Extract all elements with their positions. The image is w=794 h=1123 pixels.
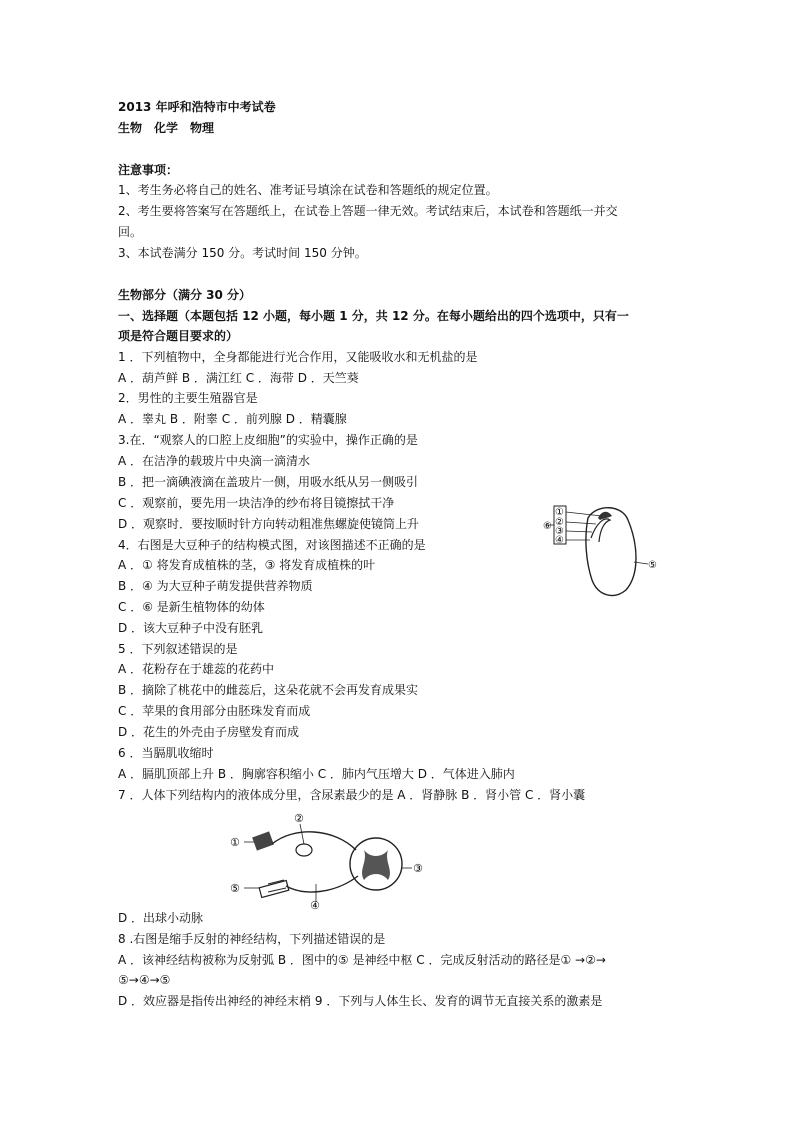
reflex-label-5: ⑤ [230,882,240,895]
question-5-option-b: B ．摘除了桃花中的雌蕊后，这朵花就不会再发育成果实 [118,683,419,697]
embryo-axis [591,519,610,542]
question-6-options: A ．膈肌顶部上升 B ．胸廓容积缩小 C ．肺内气压增大 D ．气体进入肺内 [118,767,515,781]
question-4-option-a: A ．① 将发育成植株的茎，③ 将发育成植株的叶 [118,558,376,572]
question-7-option-d: D ．出球小动脉 [118,911,204,925]
notes-item-1: 1、考生务必将自己的姓名、准考证号填涂在试卷和答题纸的规定位置。 [118,183,498,197]
question-3-option-b: B ．把一滴碘液滴在盖玻片一侧，用吸水纸从另一侧吸引 [118,475,419,489]
seed-label-4: ④ [555,535,564,546]
leader-line-1 [566,512,602,516]
notes-item-3: 3、本试卷满分 150 分。考试时间 150 分钟。 [118,246,367,260]
afferent-nerve [272,832,356,850]
section-instructions-cont: 项是符合题目要求的） [118,329,239,343]
question-3-option-c: C ．观察前，要先用一块洁净的纱布将目镜擦拭干净 [118,496,395,510]
question-8-option-d: D ．效应器是指传出神经的神经末梢 9 ．下列与人体生长、发育的调节无直接关系的激素是 [118,994,603,1008]
leader-line-2 [566,522,596,524]
reflex-label-1: ① [230,836,240,849]
reflex-arc-svg [224,806,434,910]
section-instructions: 一、选择题（本题包括 12 小题，每小题 1 分，共 12 分。在每小题给出的四个选项中，只有一 [118,309,629,323]
notes-item-2-cont: 回。 [118,225,143,239]
gray-matter [362,850,390,880]
question-2-options: A ．睾丸 B ．附睾 C ．前列腺 D ．精囊腺 [118,412,347,426]
exam-title: 2013 年呼和浩特市中考试卷 [118,100,276,114]
efferent-nerve [286,876,358,892]
question-8-options: A ．该神经结构被称为反射弧 B ．图中的⑤ 是神经中枢 C ．完成反射活动的路径是① →②→ [118,953,606,967]
question-5-option-c: C ．苹果的食用部分由胚珠发育而成 [118,704,311,718]
seed-coat-outline [586,508,636,596]
reflex-label-4: ④ [310,899,320,912]
seed-label-3: ③ [555,526,564,537]
question-1: 1 ．下列植物中，全身都能进行光合作用，又能吸收水和无机盐的是 [118,350,478,364]
question-5-option-a: A ．花粉存在于雄蕊的花药中 [118,662,275,676]
seed-label-6: ⑥ [543,521,552,532]
question-7: 7 ．人体下列结构内的液体成分里，含尿素最少的是 A ．肾静脉 B ．肾小管 C ．肾小囊 [118,788,586,802]
question-4: 4．右图是大豆种子的结构模式图，对该图描述不正确的是 [118,538,426,552]
notes-item-2: 2、考生要将答案写在答题纸上，在试卷上答题一律无效。考试结束后，本试卷和答题纸一并交 [118,204,618,218]
question-3-option-a: A ．在洁净的载玻片中央滴一滴清水 [118,454,311,468]
soybean-seed-svg [544,500,664,600]
reflex-arc-diagram [224,806,434,910]
soybean-seed-diagram [544,500,664,600]
seed-label-2: ② [555,517,564,528]
question-4-option-c: C ．⑥ 是新生植物体的幼体 [118,600,265,614]
question-4-option-b: B ．④ 为大豆种子萌发提供营养物质 [118,579,313,593]
exam-subjects: 生物 化学 物理 [118,121,215,135]
question-8-options-cont: ⑤→④→⑤ [118,973,171,987]
question-3-option-d: D ．观察时．要按顺时针方向转动粗准焦螺旋使镜筒上升 [118,517,420,531]
question-8: 8 .右图是缩手反射的神经结构，下列描述错误的是 [118,932,386,946]
receptor-skin [252,831,274,850]
seed-label-5: ⑤ [648,560,657,571]
question-2: 2．男性的主要生殖器官是 [118,391,258,405]
question-6: 6 ．当膈肌收缩时 [118,746,214,760]
question-1-options: A ．葫芦鲜 B ．满江红 C ．海带 D ．天竺葵 [118,371,359,385]
question-5: 5 ．下列叙述错误的是 [118,642,238,656]
leader-line-2 [300,824,304,844]
notes-heading: 注意事项： [118,163,179,177]
question-5-option-d: D ．花生的外壳由子房壁发育而成 [118,725,300,739]
question-4-option-d: D ．该大豆种子中没有胚乳 [118,621,264,635]
ganglion [296,844,312,856]
leader-line-3 [566,531,592,532]
effector-muscle [259,881,289,898]
question-3: 3.在．“观察人的口腔上皮细胞”的实验中，操作正确的是 [118,433,418,447]
reflex-label-3: ③ [413,862,423,875]
reflex-label-2: ② [294,812,304,825]
seed-label-1: ① [555,507,564,518]
section-heading: 生物部分（满分 30 分） [118,288,252,302]
